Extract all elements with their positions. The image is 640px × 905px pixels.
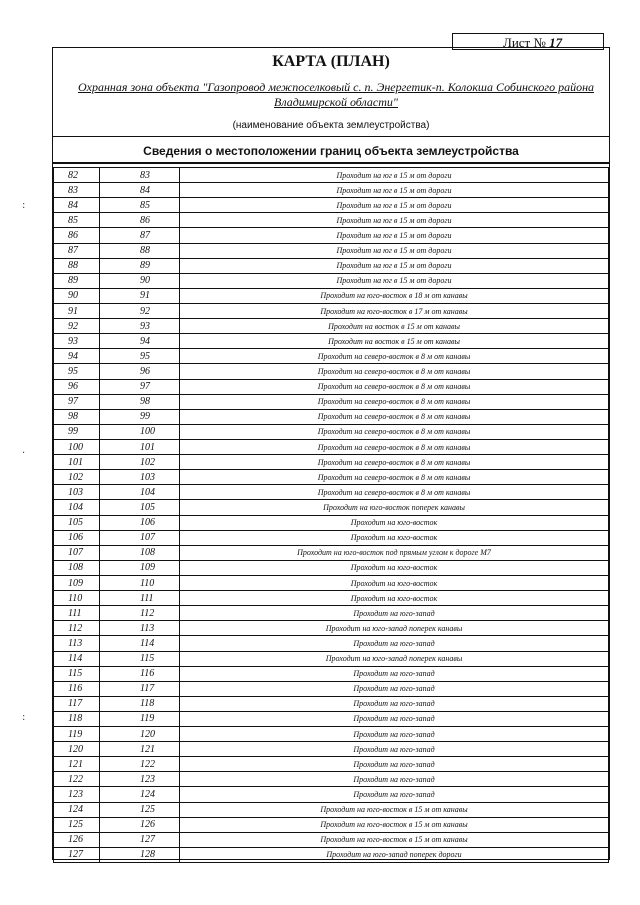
table-row <box>54 379 609 394</box>
point-from: 116 <box>54 681 100 696</box>
table-row <box>54 470 609 485</box>
boundary-description: Проходит на восток в 15 м от канавы <box>180 319 609 334</box>
boundary-description: Проходит на северо-восток в 8 м от канавы <box>180 455 609 470</box>
point-from: 118 <box>54 711 100 726</box>
boundary-description: Проходит на юг в 15 м от дороги <box>180 258 609 273</box>
point-from: 100 <box>54 439 100 454</box>
boundary-description: Проходит на юго-запад <box>180 787 609 802</box>
point-to: 123 <box>100 772 180 787</box>
boundary-description: Проходит на восток в 15 м от канавы <box>180 334 609 349</box>
boundary-description: Проходит на северо-восток в 8 м от канавы <box>180 409 609 424</box>
boundary-description: Проходит на северо-восток в 8 м от канавы <box>180 470 609 485</box>
point-from: 119 <box>54 727 100 742</box>
point-to: 99 <box>100 409 180 424</box>
boundary-description: Проходит на юго-восток поперек канавы <box>180 500 609 515</box>
point-to: 84 <box>100 183 180 198</box>
point-to: 102 <box>100 455 180 470</box>
boundary-description: Проходит на юго-запад <box>180 606 609 621</box>
boundary-description: Проходит на юго-запад <box>180 681 609 696</box>
point-from: 114 <box>54 651 100 666</box>
point-to: 108 <box>100 545 180 560</box>
table-row <box>54 168 609 183</box>
divider <box>53 162 609 164</box>
object-caption: (наименование объекта землеустройства) <box>232 120 430 131</box>
table-row <box>54 832 609 847</box>
boundary-table-body <box>54 168 609 863</box>
scan-mark: : <box>22 200 26 211</box>
point-to: 119 <box>100 711 180 726</box>
object-name: Охранная зона объекта "Газопровод межпоселковый с. п. Энергетик-п. Колокша Собинского района Владимирской области" <box>77 80 595 109</box>
table-row <box>54 802 609 817</box>
point-to: 96 <box>100 364 180 379</box>
table-row <box>54 213 609 228</box>
boundary-description: Проходит на юго-запад поперек дороги <box>180 847 609 862</box>
point-to: 83 <box>100 168 180 183</box>
point-to: 97 <box>100 379 180 394</box>
boundary-description: Проходит на юг в 15 м от дороги <box>180 243 609 258</box>
scan-mark: : <box>22 712 26 723</box>
point-to: 101 <box>100 439 180 454</box>
point-to: 87 <box>100 228 180 243</box>
boundary-description: Проходит на юго-запад поперек канавы <box>180 651 609 666</box>
point-to: 92 <box>100 303 180 318</box>
point-from: 89 <box>54 273 100 288</box>
point-to: 111 <box>100 591 180 606</box>
point-from: 115 <box>54 666 100 681</box>
table-row <box>54 560 609 575</box>
table-row <box>54 636 609 651</box>
point-to: 115 <box>100 651 180 666</box>
table-row <box>54 621 609 636</box>
table-row <box>54 273 609 288</box>
boundary-description: Проходит на юго-запад <box>180 696 609 711</box>
table-row <box>54 364 609 379</box>
point-to: 88 <box>100 243 180 258</box>
point-to: 95 <box>100 349 180 364</box>
point-from: 92 <box>54 319 100 334</box>
point-from: 91 <box>54 303 100 318</box>
point-to: 98 <box>100 394 180 409</box>
point-to: 121 <box>100 742 180 757</box>
boundary-description: Проходит на юго-запад <box>180 757 609 772</box>
point-from: 123 <box>54 787 100 802</box>
document-frame <box>52 47 610 860</box>
boundary-description: Проходит на северо-восток в 8 м от канавы <box>180 379 609 394</box>
point-from: 112 <box>54 621 100 636</box>
table-row <box>54 258 609 273</box>
point-from: 111 <box>54 606 100 621</box>
point-to: 104 <box>100 485 180 500</box>
point-from: 94 <box>54 349 100 364</box>
table-row <box>54 500 609 515</box>
table-row <box>54 787 609 802</box>
point-from: 87 <box>54 243 100 258</box>
point-from: 84 <box>54 198 100 213</box>
table-row <box>54 288 609 303</box>
table-row <box>54 198 609 213</box>
boundary-description: Проходит на северо-восток в 8 м от канавы <box>180 349 609 364</box>
boundary-description: Проходит на юг в 15 м от дороги <box>180 168 609 183</box>
point-to: 86 <box>100 213 180 228</box>
point-from: 113 <box>54 636 100 651</box>
table-row <box>54 303 609 318</box>
point-from: 96 <box>54 379 100 394</box>
point-to: 85 <box>100 198 180 213</box>
point-to: 122 <box>100 757 180 772</box>
point-to: 116 <box>100 666 180 681</box>
point-to: 109 <box>100 560 180 575</box>
point-from: 127 <box>54 847 100 862</box>
table-row <box>54 455 609 470</box>
boundary-description: Проходит на юго-восток <box>180 560 609 575</box>
sheet-number: 17 <box>549 35 563 50</box>
boundary-description: Проходит на юго-запад <box>180 711 609 726</box>
boundary-description: Проходит на юго-восток <box>180 591 609 606</box>
boundary-description: Проходит на юго-восток <box>180 530 609 545</box>
boundary-description: Проходит на юг в 15 м от дороги <box>180 198 609 213</box>
table-row <box>54 772 609 787</box>
boundary-description: Проходит на юго-восток в 15 м от канавы <box>180 802 609 817</box>
table-row <box>54 228 609 243</box>
point-from: 83 <box>54 183 100 198</box>
point-from: 121 <box>54 757 100 772</box>
boundary-description: Проходит на юг в 15 м от дороги <box>180 228 609 243</box>
table-row <box>54 606 609 621</box>
point-from: 95 <box>54 364 100 379</box>
boundary-description: Проходит на юго-восток в 18 м от канавы <box>180 288 609 303</box>
point-to: 113 <box>100 621 180 636</box>
boundary-description: Проходит на юг в 15 м от дороги <box>180 273 609 288</box>
point-from: 82 <box>54 168 100 183</box>
point-from: 110 <box>54 591 100 606</box>
point-to: 91 <box>100 288 180 303</box>
point-to: 126 <box>100 817 180 832</box>
boundary-description: Проходит на юго-запад <box>180 636 609 651</box>
point-from: 109 <box>54 575 100 590</box>
point-from: 103 <box>54 485 100 500</box>
divider <box>53 136 609 137</box>
point-to: 118 <box>100 696 180 711</box>
point-from: 98 <box>54 409 100 424</box>
table-row <box>54 742 609 757</box>
point-to: 127 <box>100 832 180 847</box>
table-row <box>54 575 609 590</box>
boundary-description: Проходит на северо-восток в 8 м от канавы <box>180 439 609 454</box>
table-row <box>54 847 609 862</box>
page-title: КАРТА (ПЛАН) <box>272 53 390 70</box>
point-to: 106 <box>100 515 180 530</box>
point-from: 108 <box>54 560 100 575</box>
point-to: 124 <box>100 787 180 802</box>
table-row <box>54 591 609 606</box>
table-row <box>54 666 609 681</box>
point-from: 105 <box>54 515 100 530</box>
boundary-description: Проходит на юго-восток в 15 м от канавы <box>180 817 609 832</box>
point-to: 110 <box>100 575 180 590</box>
boundary-description: Проходит на юго-восток под прямым углом к дороге М7 <box>180 545 609 560</box>
point-to: 107 <box>100 530 180 545</box>
boundary-description: Проходит на юго-запад <box>180 666 609 681</box>
boundary-description: Проходит на юг в 15 м от дороги <box>180 183 609 198</box>
boundary-description: Проходит на северо-восток в 8 м от канавы <box>180 424 609 439</box>
point-from: 102 <box>54 470 100 485</box>
sheet-label: Лист № <box>503 35 546 50</box>
point-from: 99 <box>54 424 100 439</box>
table-row <box>54 439 609 454</box>
boundary-table <box>53 167 609 863</box>
boundary-description: Проходит на северо-восток в 8 м от канавы <box>180 485 609 500</box>
point-to: 100 <box>100 424 180 439</box>
point-to: 117 <box>100 681 180 696</box>
boundary-description: Проходит на юго-запад <box>180 727 609 742</box>
point-from: 88 <box>54 258 100 273</box>
scan-mark: · <box>22 448 26 459</box>
point-from: 104 <box>54 500 100 515</box>
boundary-description: Проходит на юго-запад <box>180 742 609 757</box>
boundary-description: Проходит на юго-восток <box>180 575 609 590</box>
point-from: 93 <box>54 334 100 349</box>
boundary-description: Проходит на юго-восток в 17 м от канавы <box>180 303 609 318</box>
point-from: 101 <box>54 455 100 470</box>
section-title: Сведения о местоположении границ объекта землеустройства <box>143 144 519 158</box>
point-to: 93 <box>100 319 180 334</box>
boundary-description: Проходит на юго-восток в 15 м от канавы <box>180 832 609 847</box>
table-row <box>54 696 609 711</box>
boundary-description: Проходит на юго-запад <box>180 772 609 787</box>
table-row <box>54 349 609 364</box>
point-from: 97 <box>54 394 100 409</box>
table-row <box>54 817 609 832</box>
point-to: 89 <box>100 258 180 273</box>
point-to: 114 <box>100 636 180 651</box>
point-from: 117 <box>54 696 100 711</box>
table-row <box>54 485 609 500</box>
point-to: 105 <box>100 500 180 515</box>
point-to: 94 <box>100 334 180 349</box>
table-row <box>54 243 609 258</box>
point-from: 125 <box>54 817 100 832</box>
table-row <box>54 183 609 198</box>
point-from: 126 <box>54 832 100 847</box>
point-from: 122 <box>54 772 100 787</box>
table-row <box>54 681 609 696</box>
boundary-description: Проходит на северо-восток в 8 м от канавы <box>180 394 609 409</box>
point-to: 103 <box>100 470 180 485</box>
table-row <box>54 334 609 349</box>
table-row <box>54 727 609 742</box>
point-from: 85 <box>54 213 100 228</box>
point-to: 120 <box>100 727 180 742</box>
table-row <box>54 394 609 409</box>
table-row <box>54 409 609 424</box>
point-from: 106 <box>54 530 100 545</box>
table-row <box>54 530 609 545</box>
boundary-description: Проходит на юг в 15 м от дороги <box>180 213 609 228</box>
point-from: 90 <box>54 288 100 303</box>
point-from: 86 <box>54 228 100 243</box>
point-to: 125 <box>100 802 180 817</box>
boundary-description: Проходит на юго-запад поперек канавы <box>180 621 609 636</box>
point-from: 107 <box>54 545 100 560</box>
boundary-description: Проходит на северо-восток в 8 м от канавы <box>180 364 609 379</box>
point-to: 90 <box>100 273 180 288</box>
point-to: 128 <box>100 847 180 862</box>
table-row <box>54 515 609 530</box>
point-to: 112 <box>100 606 180 621</box>
table-row <box>54 545 609 560</box>
table-row <box>54 651 609 666</box>
table-row <box>54 319 609 334</box>
boundary-description: Проходит на юго-восток <box>180 515 609 530</box>
point-from: 120 <box>54 742 100 757</box>
point-from: 124 <box>54 802 100 817</box>
table-row <box>54 424 609 439</box>
table-row <box>54 757 609 772</box>
table-row <box>54 711 609 726</box>
